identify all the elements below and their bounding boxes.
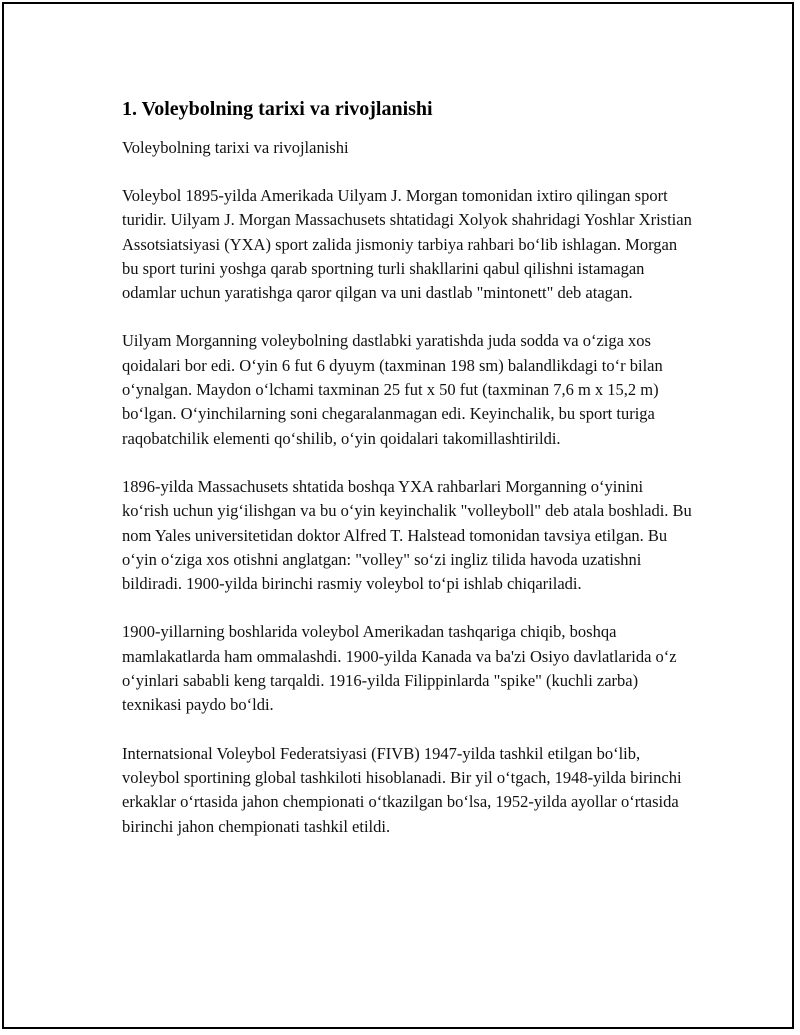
- paragraph-4: 1900-yillarning boshlarida voleybol Amerikadan tashqariga chiqib, boshqa mamlakatlarda ham ommalashdi. 1900-yilda Kanada va ba'zi Osiyo davlatlarida o‘z o‘yinlari sababli keng tarqaldi. 1916-yilda Filippinlarda "spike" (kuchli zarba) texnikasi paydo bo‘ldi.: [122, 622, 677, 715]
- paragraph-3: 1896-yilda Massachusets shtatida boshqa YXA rahbarlari Morganning o‘yinini ko‘rish uchun yig‘ilishgan va bu o‘yin keyinchalik "volleyboll" deb atala boshladi. Bu nom Yales universitetidan doktor Alfred T. Halstead tomonidan tavsiya etilgan. Bu o‘yin o‘ziga xos otishni anglatgan: "volley" so‘zi ingliz tilida havoda uzatishni bildiradi. 1900-yilda birinchi rasmiy voleybol to‘pi ishlab chiqariladi.: [122, 476, 692, 594]
- paragraph-2: Uilyam Morganning voleybolning dastlabki yaratishda juda sodda va o‘ziga xos qoidalari bor edi. O‘yin 6 fut 6 dyuym (taxminan 198 sm) balandlikdagi to‘r bilan o‘ynalgan. Maydon o‘lchami taxminan 25 fut x 50 fut (taxminan 7,6 m x 15,2 m) bo‘lgan. O‘yinchilarning soni chegaralanmagan edi. Keyinchalik, bu sport turiga raqobatchilik elementi qo‘shilib, o‘yin qoidalari takomillashtirildi.: [122, 331, 663, 448]
- paragraph-5: Internatsional Voleybol Federatsiyasi (FIVB) 1947-yilda tashkil etilgan bo‘lib, voleybol sportining global tashkiloti hisoblanadi. Bir yil o‘tgach, 1948-yilda birinchi erkaklar o‘rtasida jahon chempionati o‘tkazilgan bo‘lsa, 1952-yilda ayollar o‘rtasida birinchi jahon chempionati tashkil etildi.: [122, 743, 682, 836]
- document-subtitle: Voleybolning tarixi va rivojlanishi: [122, 138, 349, 157]
- page-frame: [2, 2, 794, 1029]
- document-title: 1. Voleybolning tarixi va rivojlanishi: [122, 98, 433, 120]
- document-body: [122, 96, 692, 863]
- paragraph-1: Voleybol 1895-yilda Amerikada Uilyam J. Morgan tomonidan ixtiro qilingan sport turidir. Uilyam J. Morgan Massachusets shtatidagi Xolyok shahridagi Yoshlar Xristian Assotsiatsiyasi (YXA) sport zalida jismoniy tarbiya rahbari bo‘lib ishlagan. Morgan bu sport turini yoshga qarab sportning turli shakllarini qabul qilishni istamagan odamlar uchun yaratishga qaror qilgan va uni dastlab "mintonett" deb atagan.: [122, 186, 692, 303]
